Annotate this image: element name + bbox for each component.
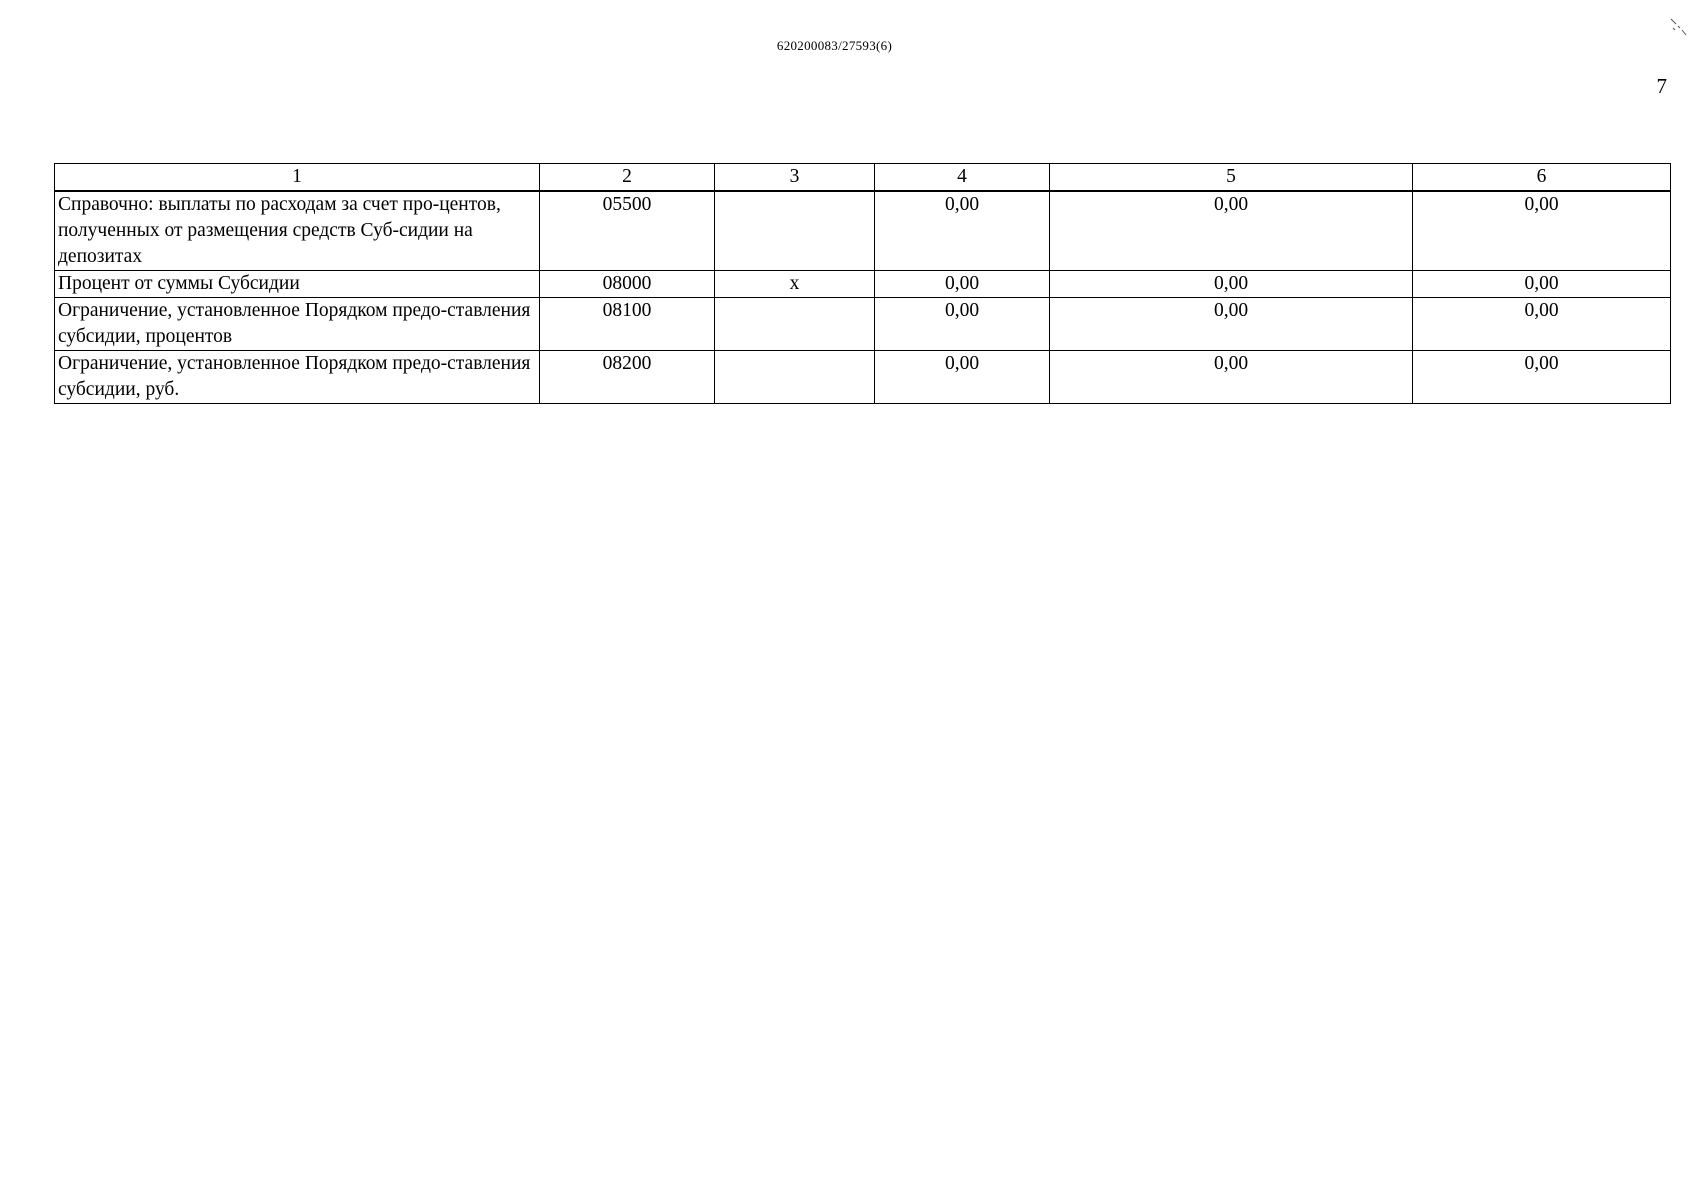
row-col3: х (715, 271, 875, 298)
row-name: Справочно: выплаты по расходам за счет про-центов, полученных от размещения средств Суб-сидии на депозитах (55, 191, 540, 271)
table-row (55, 351, 1671, 404)
column-number: 4 (875, 164, 1050, 192)
row-code: 08000 (540, 271, 715, 298)
row-name: Ограничение, установленное Порядком предо-ставления субсидии, руб. (55, 351, 540, 404)
column-number: 6 (1413, 164, 1671, 192)
row-name: Ограничение, установленное Порядком предо-ставления субсидии, процентов (55, 298, 540, 351)
column-number: 3 (715, 164, 875, 192)
column-number-row (55, 164, 1671, 192)
row-code: 08200 (540, 351, 715, 404)
row-col4: 0,00 (875, 191, 1050, 271)
table-row (55, 191, 1671, 271)
row-col6: 0,00 (1413, 271, 1671, 298)
row-name: Процент от суммы Субсидии (55, 271, 540, 298)
row-col6: 0,00 (1413, 351, 1671, 404)
row-col3 (715, 351, 875, 404)
row-col4: 0,00 (875, 271, 1050, 298)
document-id-text: 620200083/27593(6) (776, 38, 893, 53)
row-col6: 0,00 (1413, 298, 1671, 351)
row-col6: 0,00 (1413, 191, 1671, 271)
column-number: 2 (540, 164, 715, 192)
report-table (54, 163, 1671, 404)
table-row (55, 271, 1671, 298)
column-number: 1 (55, 164, 540, 192)
row-col3 (715, 191, 875, 271)
page-number: 7 (1656, 74, 1667, 98)
row-col4: 0,00 (875, 298, 1050, 351)
row-code: 05500 (540, 191, 715, 271)
row-code: 08100 (540, 298, 715, 351)
row-col5: 0,00 (1050, 298, 1413, 351)
row-col3 (715, 298, 875, 351)
column-number: 5 (1050, 164, 1413, 192)
row-col5: 0,00 (1050, 191, 1413, 271)
row-col5: 0,00 (1050, 351, 1413, 404)
scan-mark-icon (1667, 16, 1689, 38)
table-row (55, 298, 1671, 351)
document-id (0, 38, 1697, 54)
row-col4: 0,00 (875, 351, 1050, 404)
row-col5: 0,00 (1050, 271, 1413, 298)
